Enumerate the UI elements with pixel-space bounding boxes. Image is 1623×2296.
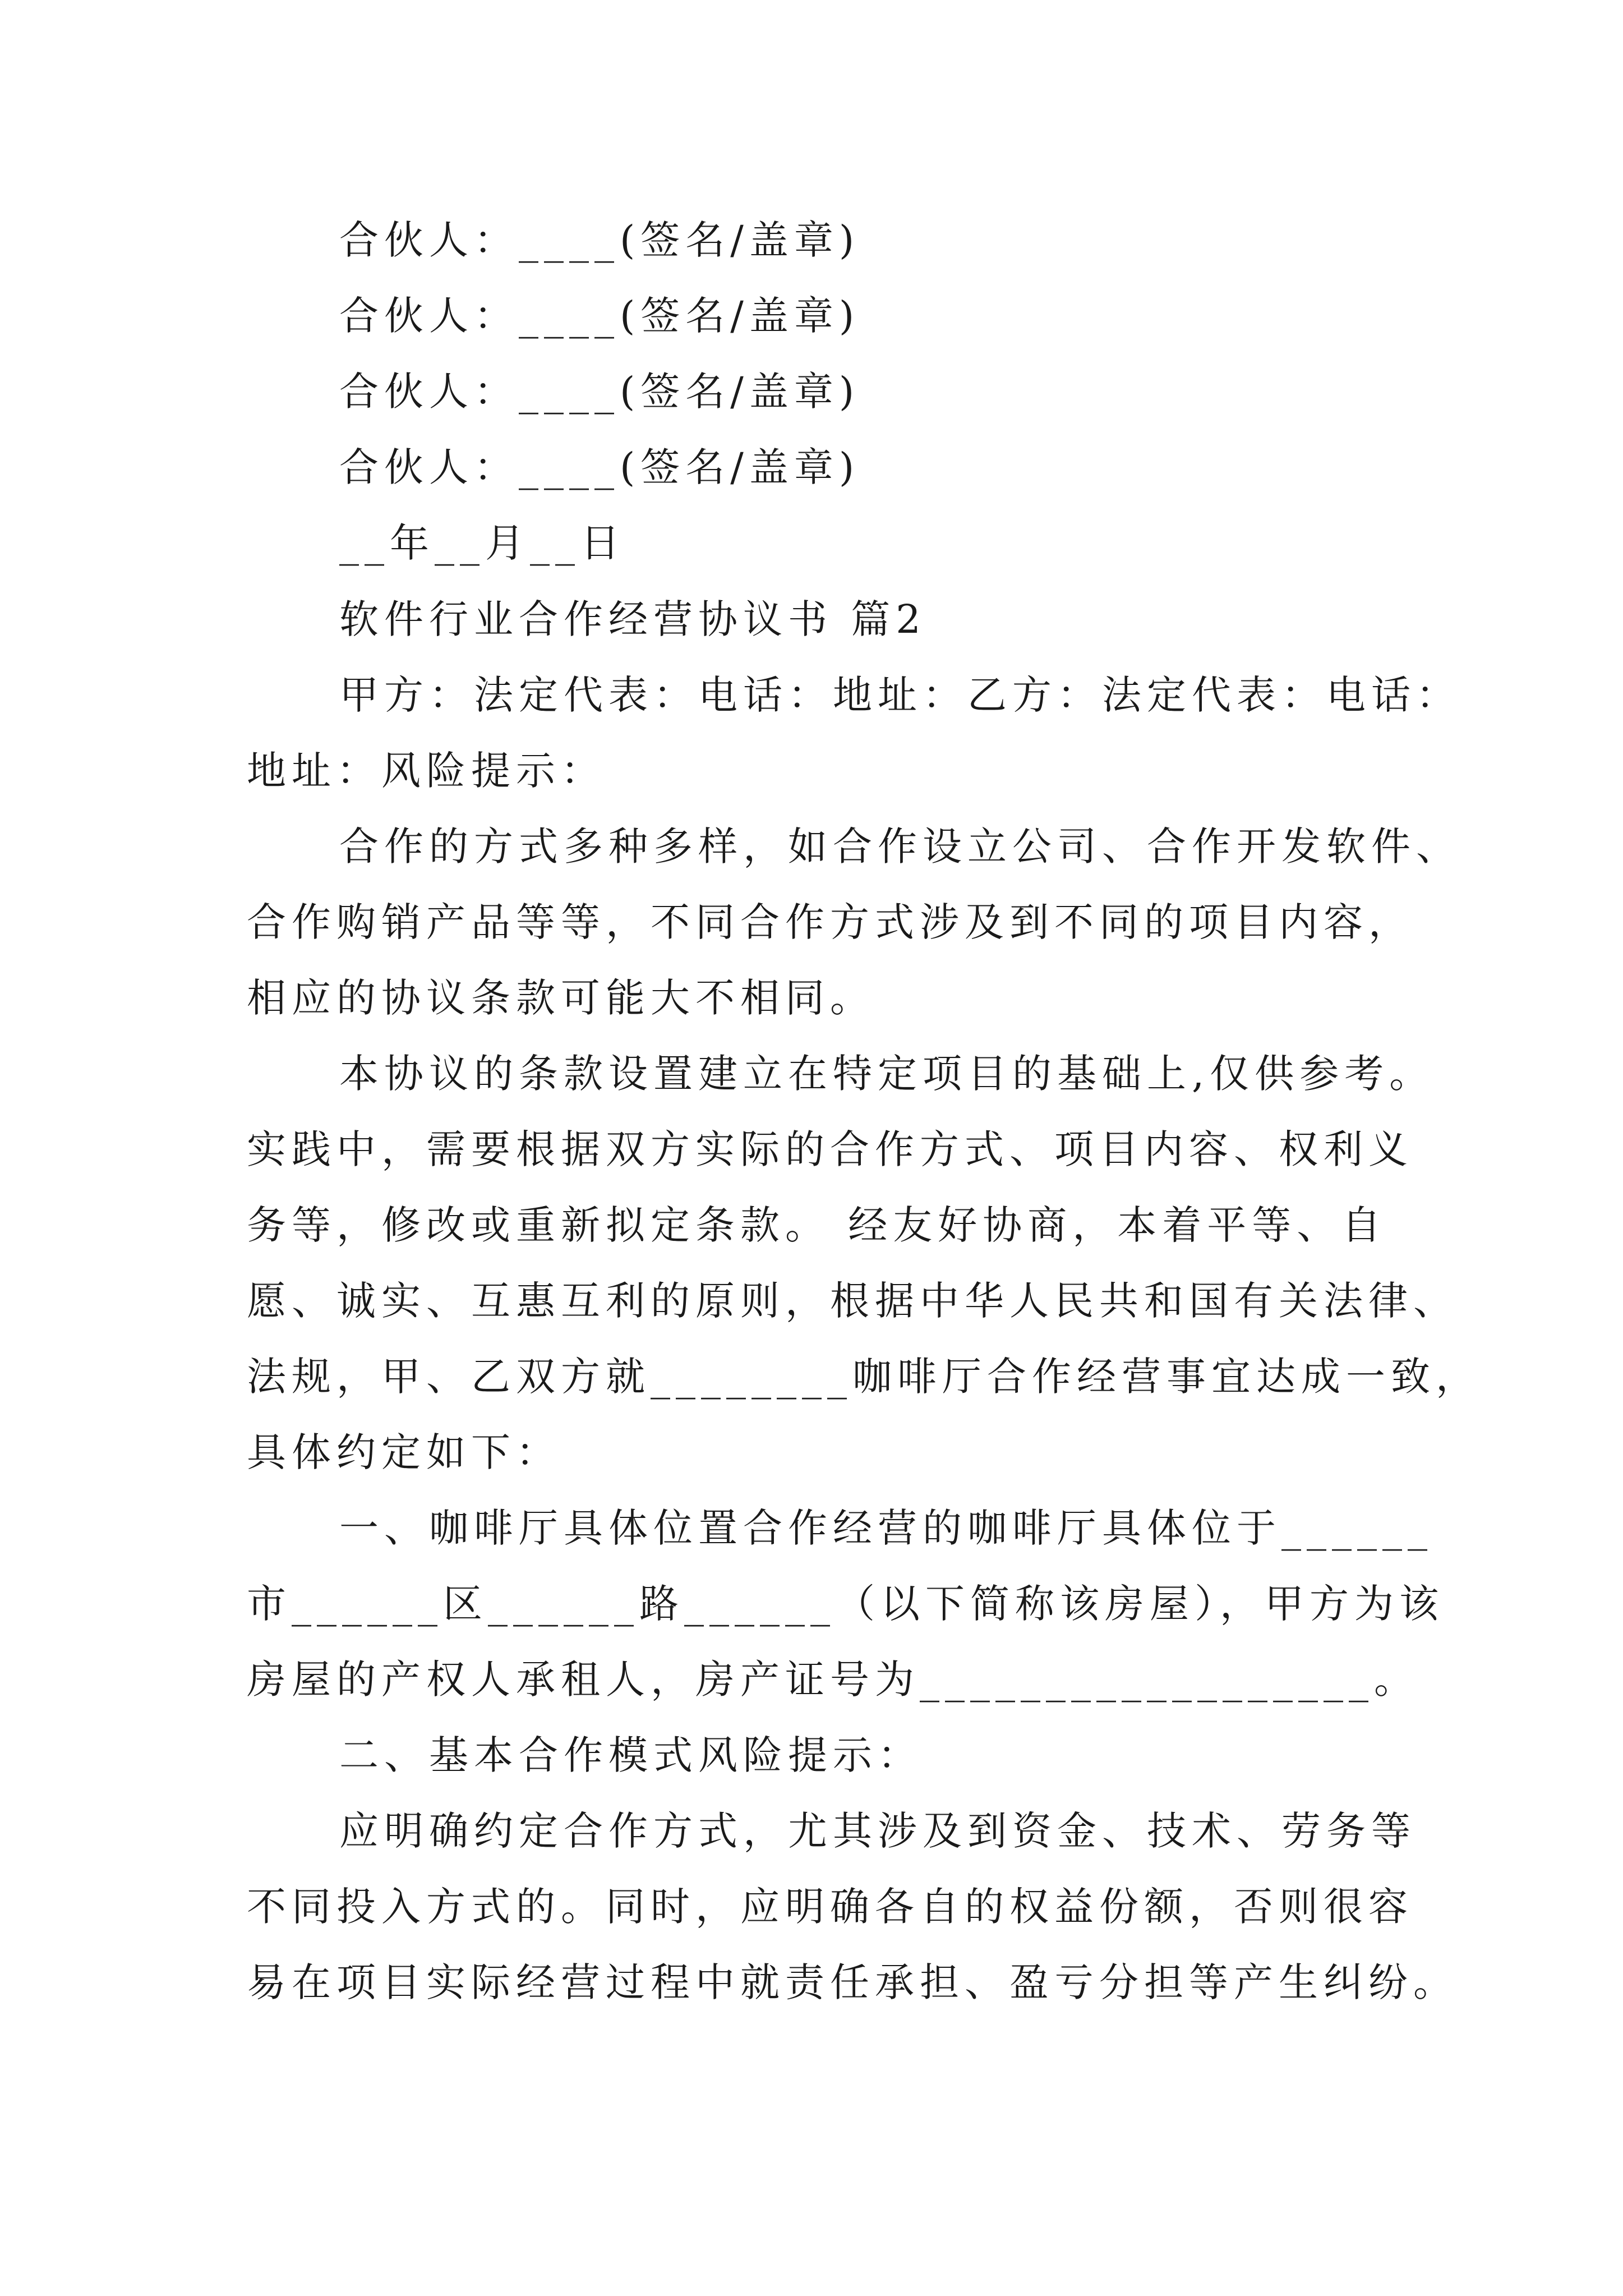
clause-heading: 二、基本合作模式风险提示： bbox=[339, 1732, 923, 1778]
paragraph-line: 实践中，需要根据双方实际的合作方式、项目内容、权利义 bbox=[247, 1126, 1413, 1172]
signature-line: 合伙人：____(签名/盖章) bbox=[339, 293, 860, 339]
signature-line: 合伙人：____(签名/盖章) bbox=[339, 217, 860, 263]
signature-line: 合伙人：____(签名/盖章) bbox=[339, 369, 860, 415]
paragraph-line: 本协议的条款设置建立在特定项目的基础上,仅供参考。 bbox=[339, 1051, 1435, 1097]
clause-line: 一、咖啡厅具体位置合作经营的咖啡厅具体位于______ bbox=[339, 1505, 1433, 1551]
paragraph-line: 合作购销产品等等，不同合作方式涉及到不同的项目内容， bbox=[247, 899, 1413, 945]
paragraph-line: 相应的协议条款可能大不相同。 bbox=[247, 975, 875, 1021]
paragraph-line: 务等，修改或重新拟定条款。 经友好协商，本着平等、自 bbox=[247, 1202, 1387, 1248]
paragraph-line: 法规，甲、乙双方就________咖啡厅合作经营事宜达成一致， bbox=[247, 1354, 1481, 1400]
parties-line: 甲方：法定代表：电话：地址：乙方：法定代表：电话： bbox=[339, 672, 1461, 718]
clause-line: 市______区______路______（以下简称该房屋），甲方为该 bbox=[247, 1581, 1444, 1627]
section-title: 软件行业合作经营协议书 篇2 bbox=[339, 596, 926, 642]
clause-line: 应明确约定合作方式，尤其涉及到资金、技术、劳务等 bbox=[339, 1808, 1416, 1854]
parties-line: 地址：风险提示： bbox=[247, 748, 606, 794]
paragraph-line: 合作的方式多种多样，如合作设立公司、合作开发软件、 bbox=[339, 823, 1461, 869]
clause-line: 不同投入方式的。同时，应明确各自的权益份额，否则很容 bbox=[247, 1884, 1413, 1930]
paragraph-line: 具体约定如下： bbox=[247, 1429, 561, 1475]
clause-line: 房屋的产权人承租人，房产证号为__________________。 bbox=[247, 1657, 1419, 1703]
paragraph-line: 愿、诚实、互惠互利的原则，根据中华人民共和国有关法律、 bbox=[247, 1278, 1458, 1324]
clause-line: 易在项目实际经营过程中就责任承担、盈亏分担等产生纠纷。 bbox=[247, 1959, 1458, 2005]
signature-line: 合伙人：____(签名/盖章) bbox=[339, 444, 860, 490]
date-line: __年__月__日 bbox=[339, 520, 625, 566]
